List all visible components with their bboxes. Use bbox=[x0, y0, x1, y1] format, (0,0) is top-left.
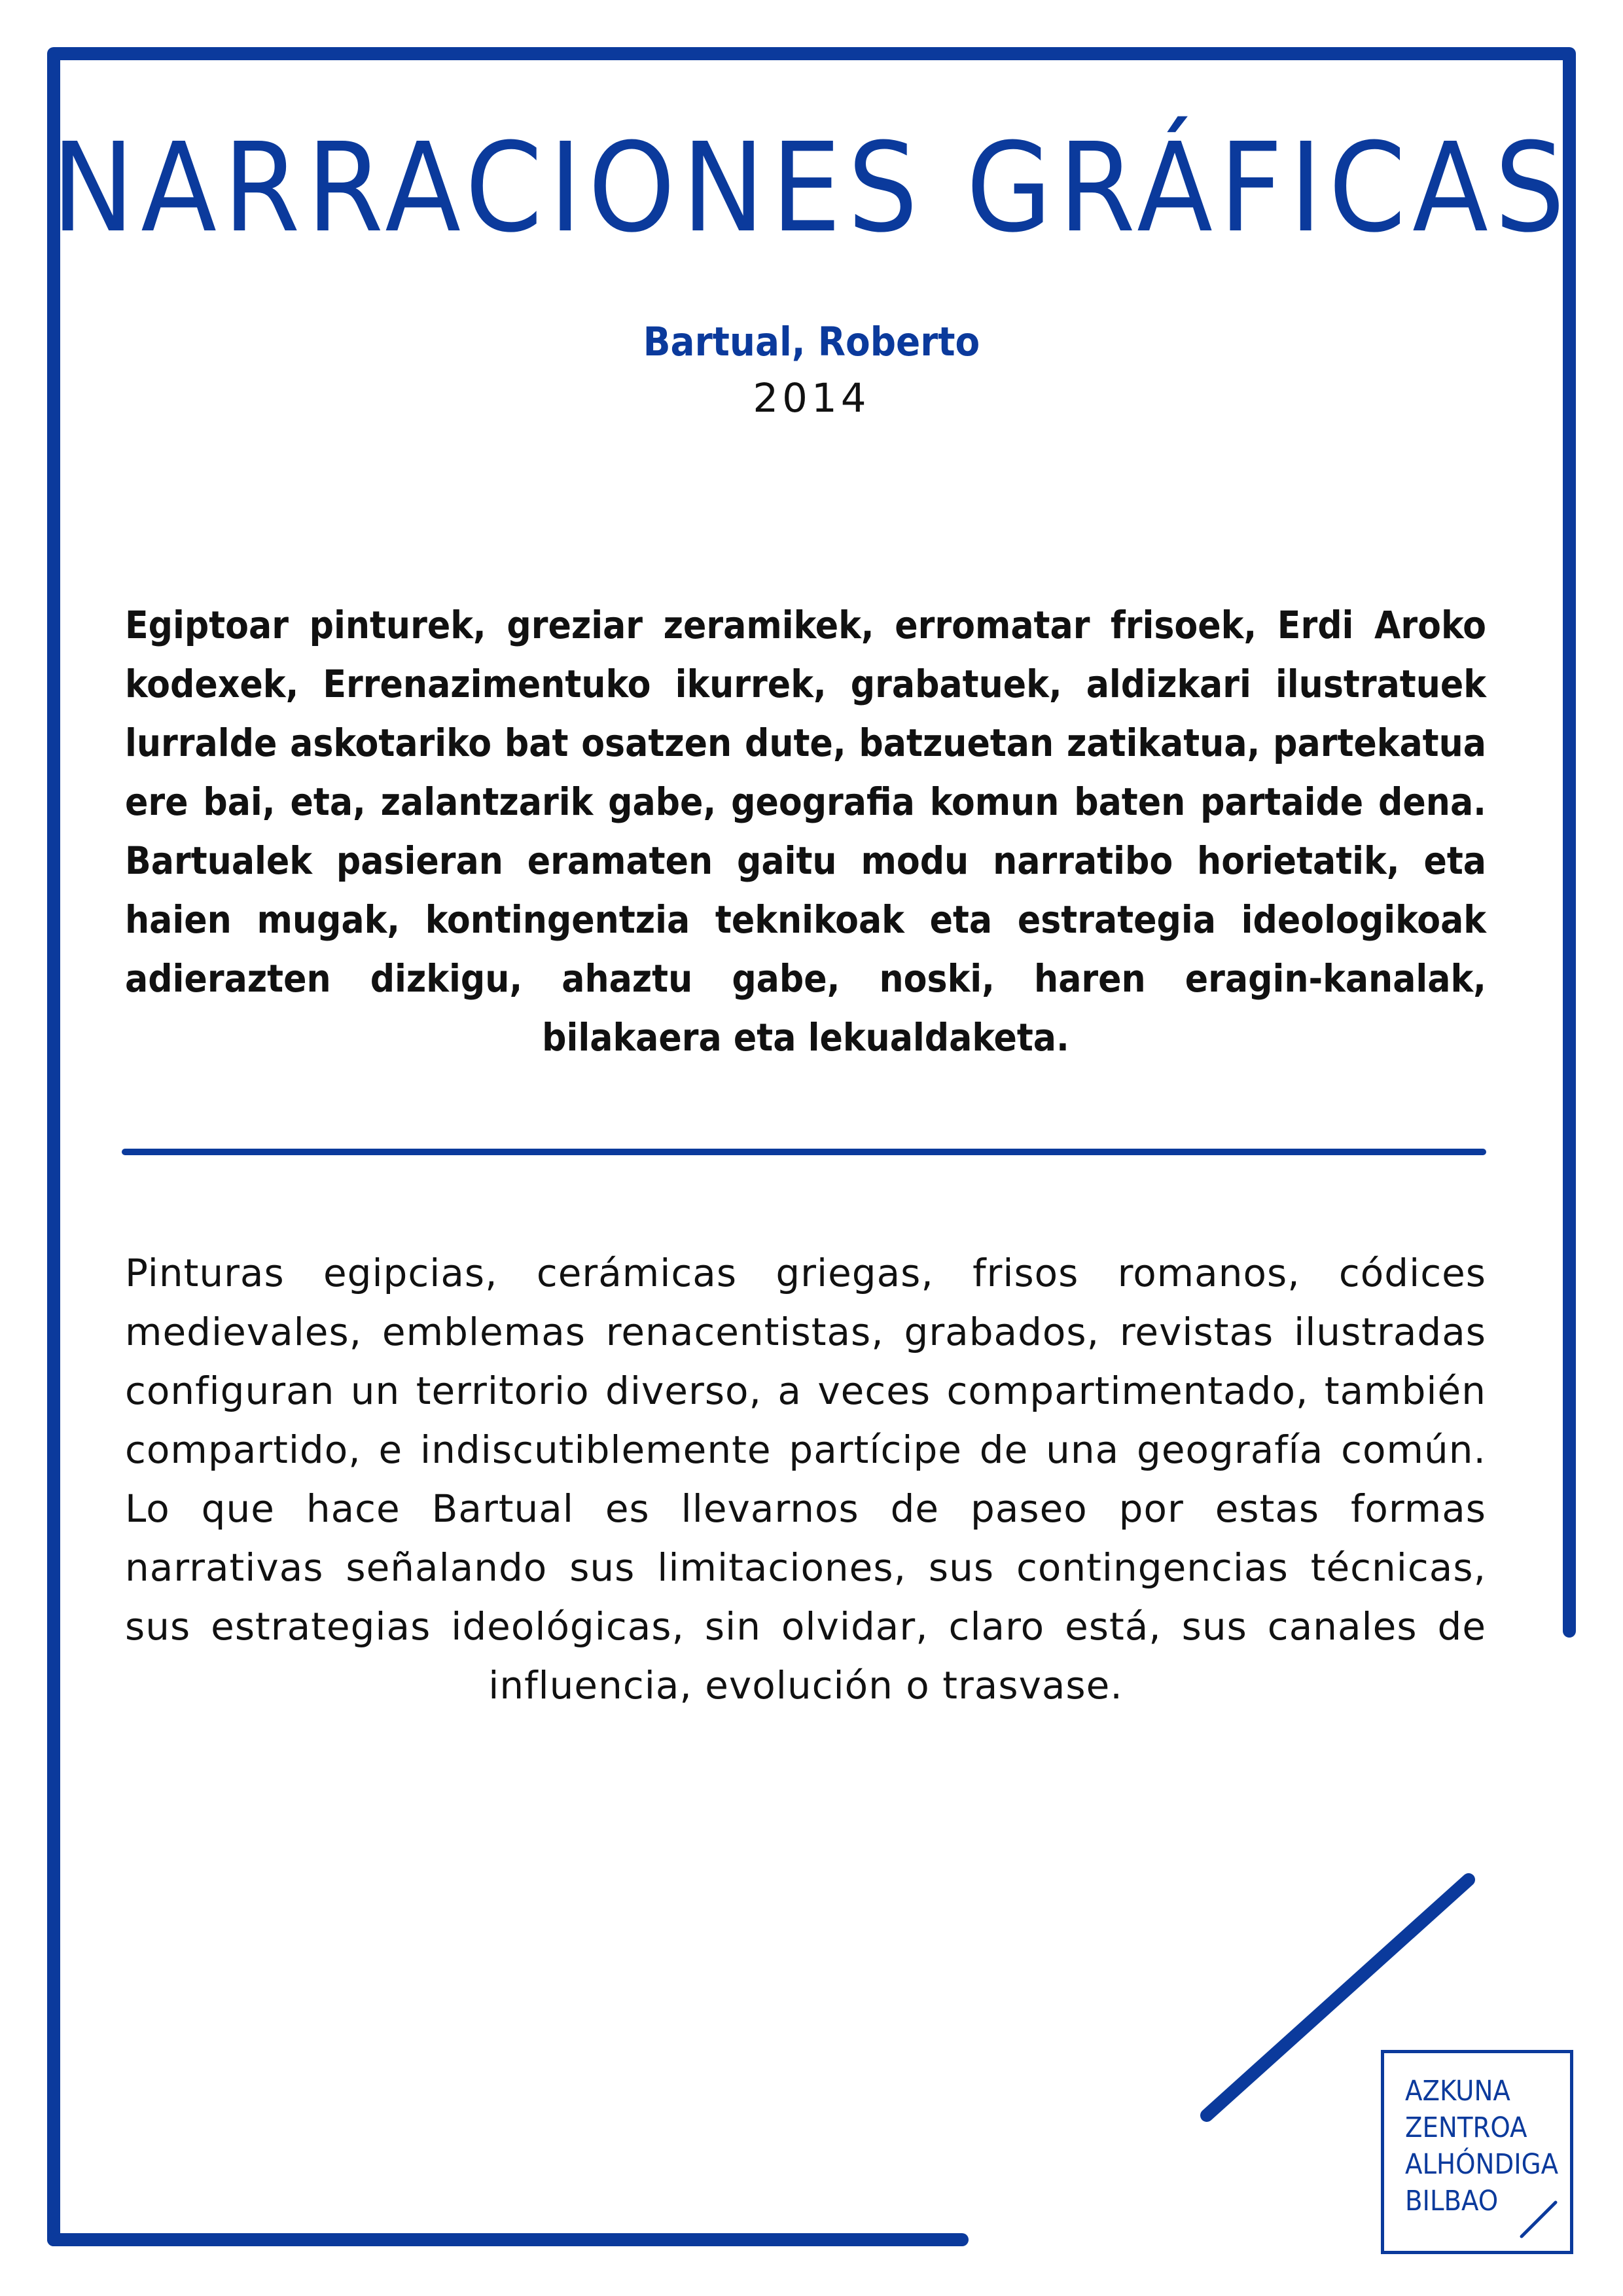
page-title: NARRACIONES GRÁFICAS bbox=[51, 117, 1572, 260]
description-basque: Egiptoar pinturek, greziar zeramikek, erromatar frisoek, Erdi Aroko kodexek, Errenazimentuko ikurrek, grabatuek, aldizkari ilustratuek lurralde askotariko bat osatzen dute, batzuetan zatikatua, partekatua ere bai, eta, zalantzarik gabe, geografia komun baten partaide dena. Bartualek pasieran eramaten gaitu modu narratibo horietatik, eta haien mugak, kontingentzia teknikoak eta estrategia ideologikoak adierazten dizkigu, ahaztu gabe, noski, haren eragin-kanalak, bilakaera eta lekualdaketa. bbox=[125, 603, 1486, 1060]
author-name: Bartual, Roberto bbox=[643, 319, 980, 365]
logo-line: BILBAO bbox=[1405, 2185, 1499, 2217]
logo-line: AZKUNA bbox=[1405, 2075, 1510, 2108]
logo-slash-icon bbox=[1515, 2196, 1561, 2242]
azkuna-zentroa-logo bbox=[1381, 2050, 1573, 2254]
logo-line: ALHÓNDIGA bbox=[1405, 2148, 1559, 2181]
description-spanish: Pinturas egipcias, cerámicas griegas, frisos romanos, códices medievales, emblemas renacentistas, grabados, revistas ilustradas configuran un territorio diverso, a veces compartimentado, también compartido, e indiscutiblemente partícipe de una geografía común. Lo que hace Bartual es llevarnos de paseo por estas formas narrativas señalando sus limitaciones, sus contingencias técnicas, sus estrategias ideológicas, sin olvidar, claro está, sus canales de influencia, evolución o trasvase. bbox=[125, 1251, 1486, 1708]
publication-year: 2014 bbox=[753, 375, 870, 422]
logo-line: ZENTROA bbox=[1405, 2111, 1527, 2144]
